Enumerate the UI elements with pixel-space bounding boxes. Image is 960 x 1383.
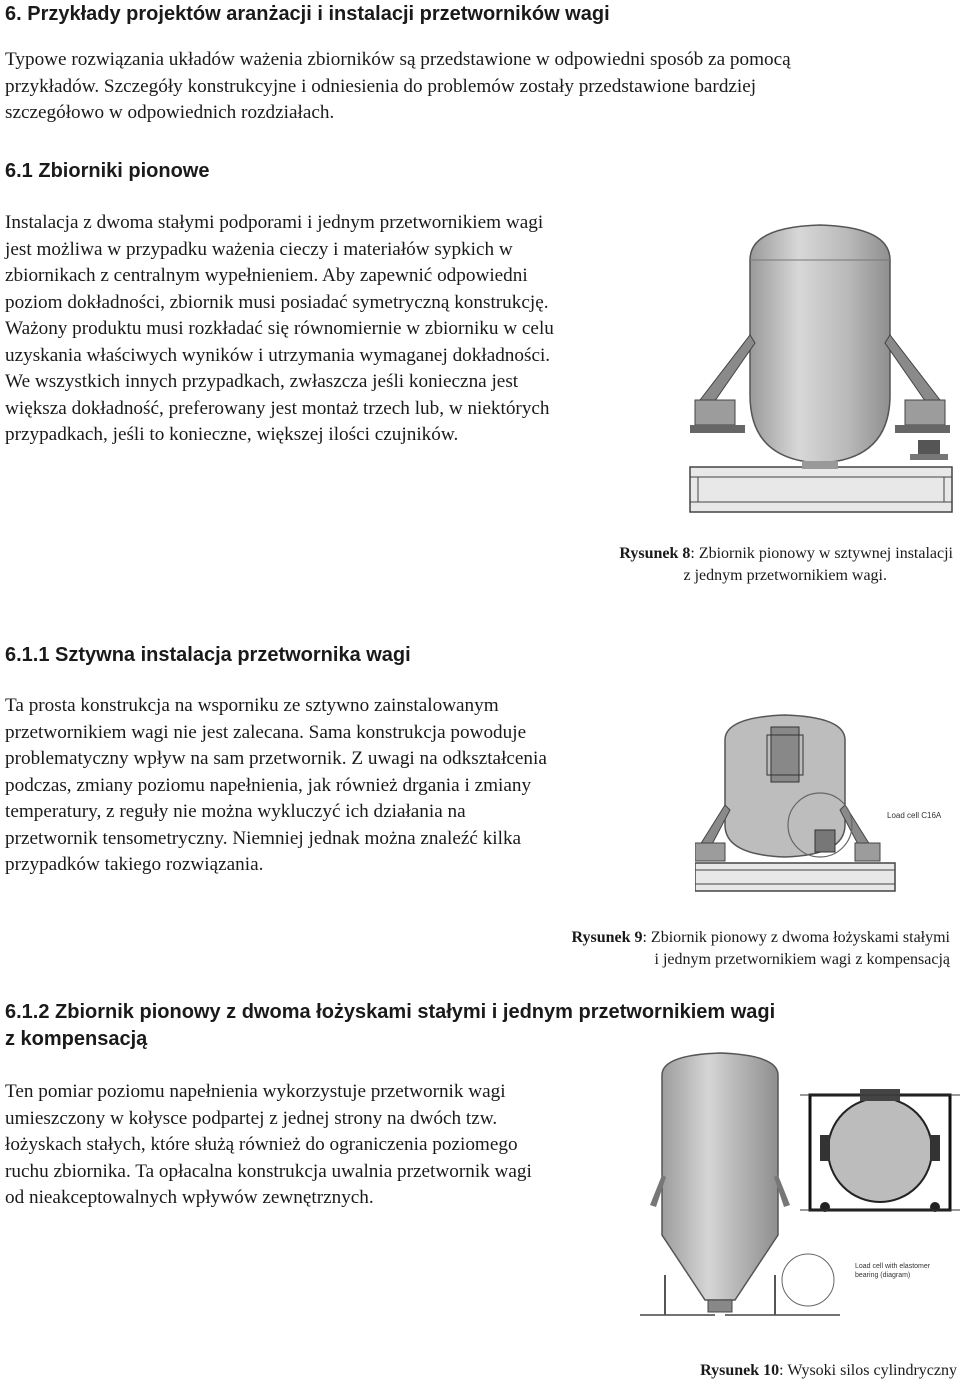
body-line: temperatury, z reguły nie można wykluczyć ich działania na bbox=[5, 801, 466, 822]
figure-8-caption-text: : Zbiornik pionowy w sztywnej instalacji bbox=[690, 545, 953, 562]
figure-10-caption-text: : Wysoki silos cylindryczny bbox=[779, 1362, 957, 1379]
section-6-1-1-body bbox=[5, 693, 547, 879]
figure-10-caption bbox=[700, 1360, 957, 1382]
body-line: Ten pomiar poziomu napełnienia wykorzystuje przetwornik wagi bbox=[5, 1081, 506, 1102]
section-6-1-1-heading: 6.1.1 Sztywna instalacja przetwornika wagi bbox=[5, 644, 411, 666]
body-line: problematyczny wpływ na sam przetwornik. Z uwagi na odkształcenia bbox=[5, 748, 547, 769]
figure-9-caption-text: : Zbiornik pionowy z dwoma łożyskami stałymi bbox=[642, 929, 950, 946]
body-line: większa dokładność, preferowany jest montaż trzech lub, w niektórych bbox=[5, 397, 550, 419]
silo-label-line: bearing (diagram) bbox=[855, 1272, 911, 1279]
body-line: uzyskania właściwych wyników i utrzymania wymaganej dokładności. bbox=[5, 344, 551, 366]
body-line: Ważony produktu musi rozkładać się równomiernie w zbiorniku w celu bbox=[5, 318, 554, 339]
intro-line: Typowe rozwiązania układów ważenia zbiorników są przedstawione w odpowiedni sposób za pomocą bbox=[5, 49, 791, 70]
figure-8-label: Rysunek 8 bbox=[619, 545, 691, 562]
body-line: zbiornikach z centralnym wypełnieniem. Aby zapewnić odpowiedni bbox=[5, 265, 528, 286]
body-line: umieszczony w kołysce podpartej z jednej strony na dwóch tzw. bbox=[5, 1107, 498, 1129]
body-line: przetwornik tensometryczny. Niemniej jednak można znaleźć kilka bbox=[5, 827, 522, 849]
section-6-intro bbox=[5, 47, 791, 127]
intro-line: przykładów. Szczegóły konstrukcyjne i odniesienia do problemów zostały przedstawione bardziej bbox=[5, 75, 757, 97]
section-6-1-body bbox=[5, 210, 554, 449]
body-line: przypadkach, jeśli to konieczne, większej ilości czujników. bbox=[5, 424, 459, 445]
figure-9-tank-diagram bbox=[695, 705, 960, 900]
load-cell-label: Load cell C16A bbox=[887, 811, 942, 820]
heading-line: 6.1.2 Zbiornik pionowy z dwoma łożyskami stałymi i jednym przetwornikiem wagi bbox=[5, 1001, 776, 1023]
intro-line: szczegółowo w odpowiednich rozdziałach. bbox=[5, 102, 335, 123]
body-line: poziom dokładności, zbiornik musi posiadać symetryczną konstrukcję. bbox=[5, 291, 549, 313]
body-line: Ta prosta konstrukcja na wsporniku ze sztywno zainstalowanym bbox=[5, 695, 499, 716]
body-line: We wszystkich innych przypadkach, zwłaszcza jeśli konieczna jest bbox=[5, 371, 519, 392]
body-line: podczas, zmiany poziomu napełnienia, jak również drgania i zmiany bbox=[5, 774, 532, 796]
body-line: od nieakceptowalnych wpływów zewnętrznych. bbox=[5, 1187, 374, 1208]
figure-9-label: Rysunek 9 bbox=[571, 929, 643, 946]
figure-10-silo-diagram bbox=[640, 1035, 960, 1335]
heading-line: z kompensacją bbox=[5, 1028, 148, 1050]
body-line: Instalacja z dwoma stałymi podporami i jednym przetwornikiem wagi bbox=[5, 212, 544, 233]
body-line: jest możliwa w przypadku ważenia cieczy i materiałów sypkich w bbox=[5, 238, 513, 260]
figure-8-caption-text: z jednym przetwornikiem wagi. bbox=[683, 567, 887, 584]
body-line: przypadków takiego rozwiązania. bbox=[5, 854, 264, 875]
figure-10-label: Rysunek 10 bbox=[700, 1362, 780, 1379]
section-6-heading: 6. Przykłady projektów aranżacji i instalacji przetworników wagi bbox=[5, 3, 610, 25]
silo-label-line: Load cell with elastomer bbox=[855, 1263, 931, 1270]
figure-9-caption bbox=[571, 927, 950, 971]
figure-8-tank-diagram bbox=[680, 215, 960, 520]
body-line: ruchu zbiornika. Ta opłacalna konstrukcja uwalnia przetwornik wagi bbox=[5, 1160, 532, 1182]
figure-9-caption-text: i jednym przetwornikiem wagi z kompensacją bbox=[654, 951, 950, 968]
section-6-1-2-body bbox=[5, 1079, 532, 1212]
body-line: przetwornikiem wagi nie jest zalecana. Sama konstrukcja powoduje bbox=[5, 721, 527, 743]
section-6-1-heading: 6.1 Zbiorniki pionowe bbox=[5, 160, 210, 182]
body-line: łożyskach stałych, które służą również do ograniczenia poziomego bbox=[5, 1134, 518, 1155]
figure-8-caption bbox=[619, 543, 953, 587]
